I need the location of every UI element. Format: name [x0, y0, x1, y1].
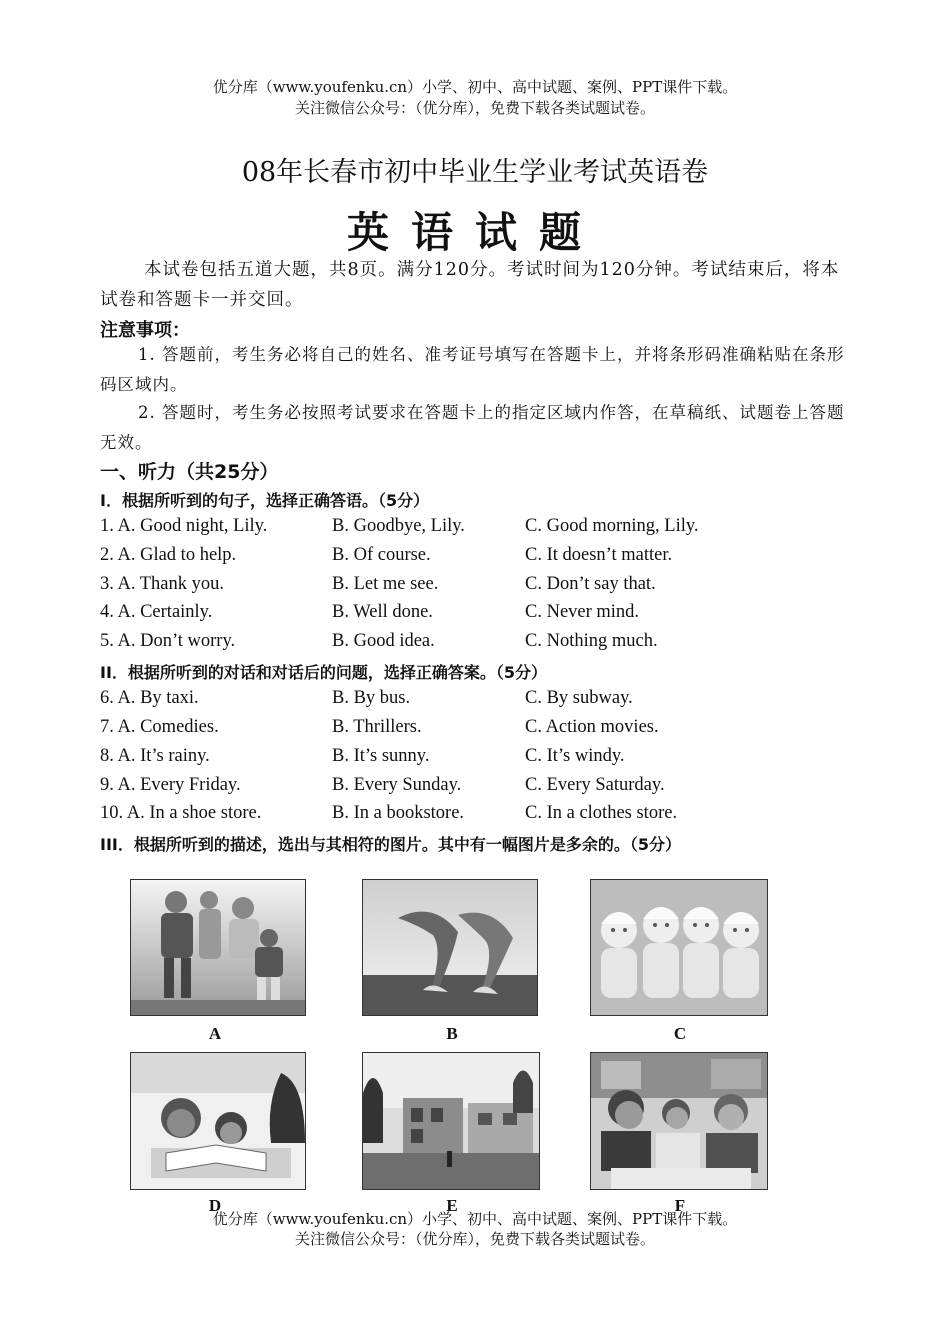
- q3-option-b: B. Let me see.: [332, 574, 439, 594]
- q9-option-a: 9. A. Every Friday.: [100, 775, 241, 795]
- q1-option-c: C. Good morning, Lily.: [525, 516, 699, 536]
- note-1: 1. 答题前，考生务必将自己的姓名、准考证号填写在答题卡上，并将条形码准确粘贴在条形码区域内。: [100, 345, 845, 394]
- intro-paragraph: 本试卷包括五道大题，共8页。满分120分。考试时间为120分钟。考试结束后，将本试卷和答题卡一并交回。: [100, 260, 840, 310]
- picture-d-label: D: [208, 1196, 222, 1215]
- footer-line-1: 优分库（www.youfenku.cn）小学、初中、高中试题、案例、PPT课件下载。: [212, 1210, 738, 1228]
- q6-option-c: C. By subway.: [525, 688, 633, 708]
- q3-option-a: 3. A. Thank you.: [100, 574, 225, 594]
- picture-b-dolphins: [362, 879, 538, 1016]
- picture-e-buildings: [362, 1052, 540, 1190]
- q4-option-a: 4. A. Certainly.: [100, 602, 213, 622]
- q7-option-a: 7. A. Comedies.: [100, 717, 219, 737]
- picture-f-label: F: [674, 1196, 686, 1215]
- picture-c-label: C: [673, 1024, 687, 1043]
- picture-f-boys-studying: [590, 1052, 768, 1190]
- exam-title: 08年长春市初中毕业生学业考试英语卷: [241, 157, 709, 188]
- q1-option-b: B. Goodbye, Lily.: [332, 516, 465, 536]
- q3-option-c: C. Don’t say that.: [525, 574, 656, 594]
- header-line-2: 关注微信公众号：（优分库），免费下载各类试题试卷。: [294, 99, 655, 117]
- part2-title: II．根据所听到的对话和对话后的问题，选择正确答案。（5分）: [100, 663, 548, 682]
- q1-option-a: 1. A. Good night, Lily.: [100, 516, 268, 536]
- exam-big-title: 英语试题: [346, 208, 603, 257]
- q4-option-c: C. Never mind.: [525, 602, 640, 622]
- q7-option-c: C. Action movies.: [525, 717, 659, 737]
- q8-option-c: C. It’s windy.: [525, 746, 625, 766]
- q5-option-c: C. Nothing much.: [525, 631, 658, 651]
- picture-b-label: B: [446, 1024, 458, 1043]
- q10-option-b: B. In a bookstore.: [332, 803, 465, 823]
- q2-option-c: C. It doesn’t matter.: [525, 545, 673, 565]
- picture-a-label: A: [208, 1024, 222, 1043]
- q10-option-c: C. In a clothes store.: [525, 803, 678, 823]
- header-line-1: 优分库（www.youfenku.cn）小学、初中、高中试题、案例、PPT课件下载。: [212, 78, 738, 96]
- q7-option-b: B. Thrillers.: [332, 717, 422, 737]
- part3-title: III．根据所听到的描述，选出与其相符的图片。其中有一幅图片是多余的。（5分）: [100, 835, 681, 854]
- q5-option-a: 5. A. Don’t worry.: [100, 631, 236, 651]
- q8-option-b: B. It’s sunny.: [332, 746, 430, 766]
- note-2: 2. 答题时，考生务必按照考试要求在答题卡上的指定区域内作答，在草稿纸、试题卷上答题无效。: [100, 403, 845, 452]
- q9-option-c: C. Every Saturday.: [525, 775, 665, 795]
- section-listening-title: 一、听力（共25分）: [100, 461, 279, 483]
- picture-e-label: E: [446, 1196, 458, 1215]
- q2-option-a: 2. A. Glad to help.: [100, 545, 237, 565]
- part1-title: I．根据所听到的句子，选择正确答语。（5分）: [100, 491, 430, 510]
- q8-option-a: 8. A. It’s rainy.: [100, 746, 210, 766]
- picture-c-babies: [590, 879, 768, 1016]
- picture-a-skating-family: [130, 879, 306, 1016]
- notes-title: 注意事项：: [100, 320, 190, 341]
- q2-option-b: B. Of course.: [332, 545, 431, 565]
- q9-option-b: B. Every Sunday.: [332, 775, 462, 795]
- footer-line-2: 关注微信公众号：（优分库），免费下载各类试题试卷。: [294, 1230, 655, 1248]
- q5-option-b: B. Good idea.: [332, 631, 435, 651]
- q6-option-a: 6. A. By taxi.: [100, 688, 199, 708]
- q10-option-a: 10. A. In a shoe store.: [100, 803, 262, 823]
- q4-option-b: B. Well done.: [332, 602, 433, 622]
- picture-d-family-reading: [130, 1052, 306, 1190]
- q6-option-b: B. By bus.: [332, 688, 411, 708]
